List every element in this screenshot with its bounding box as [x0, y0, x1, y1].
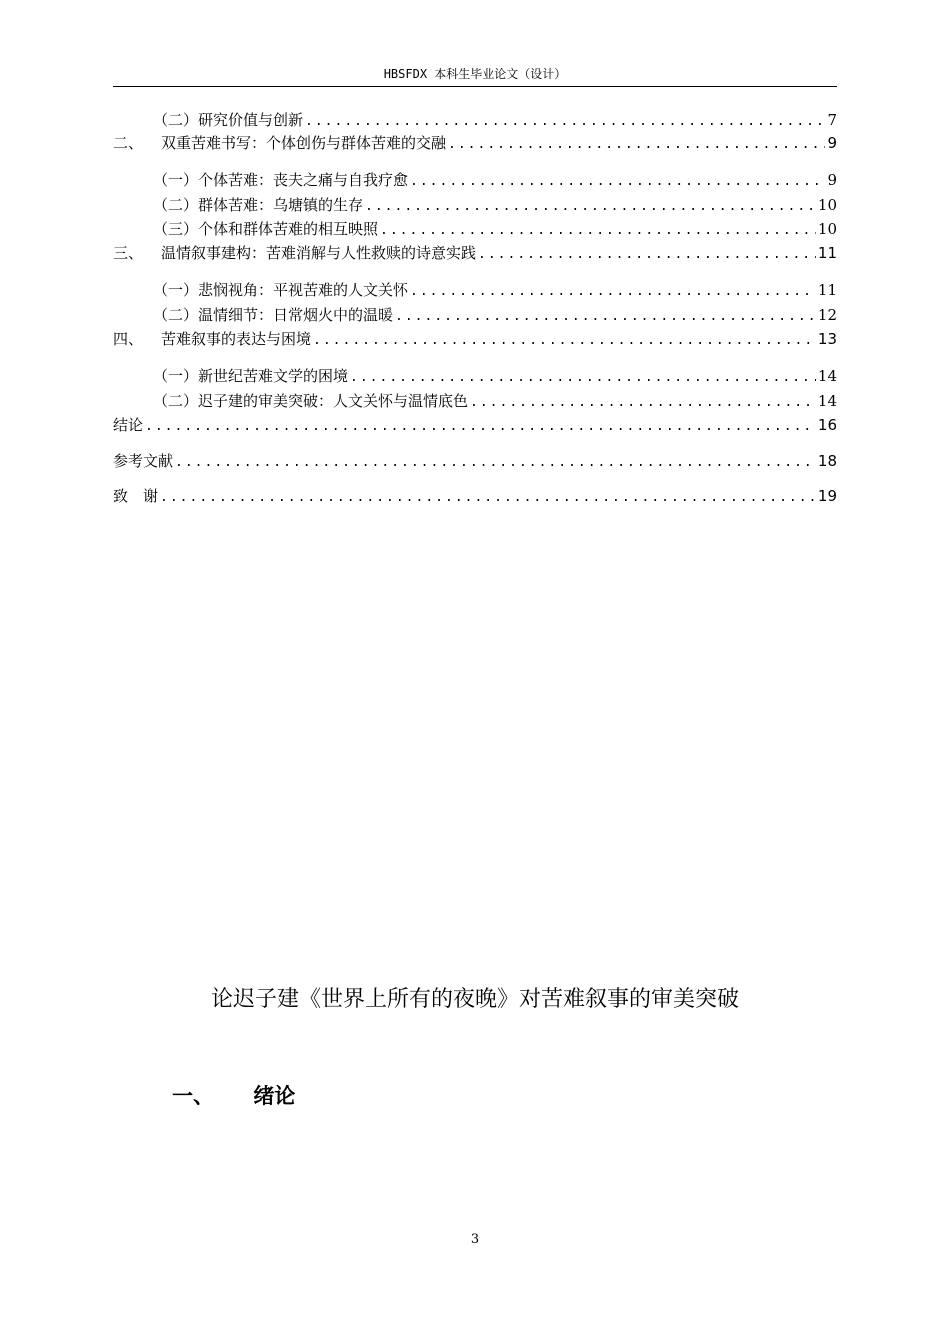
toc-entry[interactable] [113, 109, 837, 131]
page-header: HBSFDX 本科生毕业论文（设计） [383, 67, 567, 81]
thesis-title: 论迟子建《世界上所有的夜晚》对苦难叙事的审美突破 [210, 987, 739, 1012]
toc-page: 19 [817, 487, 837, 505]
toc-page: 18 [817, 452, 837, 470]
toc-title: （一）个体苦难：丧夫之痛与自我疗愈 [153, 171, 409, 189]
toc-leader [410, 174, 825, 189]
toc-leader [410, 284, 816, 299]
toc-title: （三）个体和群体苦难的相互映照 [153, 220, 379, 238]
toc-leader [160, 490, 816, 505]
chapter-number: 一、 [172, 1084, 214, 1108]
toc-page: 14 [817, 367, 837, 385]
toc-page: 13 [817, 330, 837, 348]
toc-leader [365, 199, 816, 214]
toc-number: 二、 [113, 134, 144, 152]
toc-leader [448, 137, 825, 152]
toc-title: （一）新世纪苦难文学的困境 [153, 367, 349, 385]
toc-entry[interactable] [113, 450, 837, 472]
toc-title: 苦难叙事的表达与困境 [161, 330, 312, 348]
toc-entry[interactable] [113, 132, 837, 154]
header-rule [113, 86, 837, 87]
chapter-title: 绪论 [253, 1084, 296, 1108]
toc-title: 结论 [113, 416, 144, 434]
toc-leader [313, 333, 816, 348]
toc-entry[interactable] [113, 169, 837, 191]
toc-title: （一）悲悯视角：平视苦难的人文关怀 [153, 281, 409, 299]
toc-page: 10 [817, 220, 837, 238]
toc-entry[interactable] [113, 390, 837, 412]
toc-entry[interactable] [113, 304, 837, 326]
toc-page: 14 [817, 392, 837, 410]
toc-title: 参考文献 [113, 452, 174, 470]
toc-entry[interactable] [113, 279, 837, 301]
toc-entry[interactable] [113, 218, 837, 240]
toc-entry[interactable] [113, 328, 837, 350]
toc-title: （二）群体苦难：乌塘镇的生存 [153, 196, 364, 214]
toc-title: 双重苦难书写：个体创伤与群体苦难的交融 [161, 134, 447, 152]
toc-page: 10 [817, 196, 837, 214]
toc-entry[interactable] [113, 365, 837, 387]
toc-number: 三、 [113, 244, 144, 262]
page-number: 3 [470, 1232, 480, 1247]
chapter-heading [172, 1080, 295, 1110]
toc-entry[interactable] [113, 242, 837, 264]
toc-leader [305, 114, 825, 129]
toc-page: 12 [817, 306, 837, 324]
toc-page: 9 [827, 171, 837, 189]
toc-page: 16 [817, 416, 837, 434]
toc-title: （二）迟子建的审美突破：人文关怀与温情底色 [153, 392, 469, 410]
toc-page: 9 [827, 134, 837, 152]
toc-page: 11 [817, 244, 837, 262]
toc-leader [395, 309, 816, 324]
toc-title: （二）温情细节：日常烟火中的温暖 [153, 306, 394, 324]
toc-leader [175, 455, 816, 470]
toc-number: 四、 [113, 330, 144, 348]
toc-entry[interactable] [113, 485, 837, 507]
toc-title: 致 谢 [113, 487, 159, 505]
toc-leader [470, 395, 816, 410]
toc-page: 11 [817, 281, 837, 299]
toc-page: 7 [827, 111, 837, 129]
toc-entry[interactable] [113, 414, 837, 436]
toc-title: （二）研究价值与创新 [153, 111, 304, 129]
toc-leader [145, 419, 816, 434]
toc-entry[interactable] [113, 194, 837, 216]
toc-leader [478, 247, 816, 262]
toc-leader [350, 370, 816, 385]
toc-title: 温情叙事建构：苦难消解与人性救赎的诗意实践 [161, 244, 477, 262]
toc-leader [380, 223, 816, 238]
